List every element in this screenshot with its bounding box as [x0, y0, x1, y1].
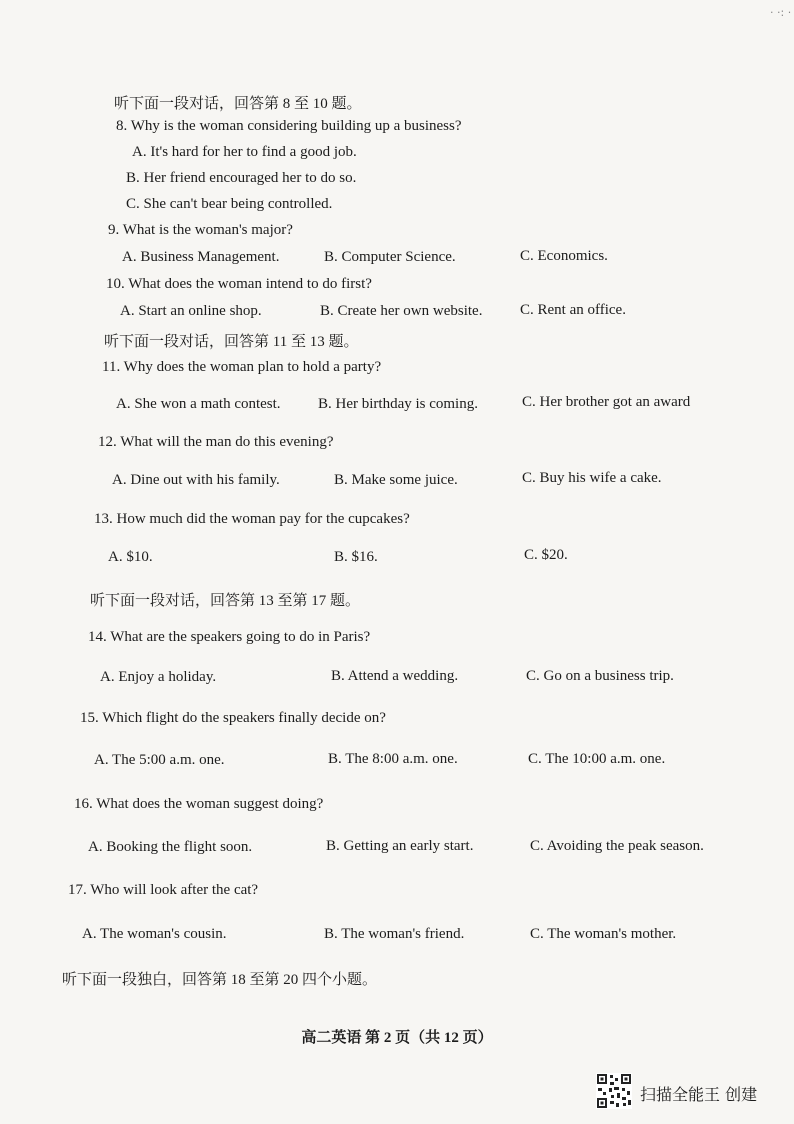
question-9: 9. What is the woman's major?: [108, 222, 293, 238]
question-10-option-c: C. Rent an office.: [520, 302, 626, 318]
question-11: 11. Why does the woman plan to hold a party?: [102, 359, 382, 375]
question-15-option-c: C. The 10:00 a.m. one.: [528, 751, 666, 767]
section-instruction-8-10: 听下面一段对话，回答第 8 至 10 题。: [114, 96, 362, 112]
question-15-option-b: B. The 8:00 a.m. one.: [328, 751, 458, 767]
question-14-option-b: B. Attend a wedding.: [331, 668, 459, 684]
question-15-option-a: A. The 5:00 a.m. one.: [94, 752, 225, 768]
question-15: 15. Which flight do the speakers finally decide on?: [80, 710, 386, 726]
question-14: 14. What are the speakers going to do in Paris?: [88, 629, 371, 645]
question-8-option-a: A. It's hard for her to find a good job.: [132, 144, 357, 160]
question-16-option-b: B. Getting an early start.: [326, 838, 474, 854]
section-instruction-18-20: 听下面一段独白，回答第 18 至第 20 四个小题。: [62, 972, 378, 988]
question-11-option-a: A. She won a math contest.: [116, 396, 281, 412]
question-17: 17. Who will look after the cat?: [68, 882, 259, 898]
question-9-option-b: B. Computer Science.: [324, 249, 456, 265]
question-17-option-c: C. The woman's mother.: [530, 926, 677, 942]
corner-mark: · ·: ·: [770, 6, 792, 19]
question-16-option-a: A. Booking the flight soon.: [88, 839, 253, 855]
question-10-option-b: B. Create her own website.: [320, 303, 483, 319]
question-14-option-c: C. Go on a business trip.: [526, 668, 674, 684]
scanner-watermark-label: 扫描全能王 创建: [640, 1085, 758, 1104]
question-9-option-a: A. Business Management.: [122, 249, 280, 265]
question-16: 16. What does the woman suggest doing?: [74, 796, 324, 812]
question-8-option-c: C. She can't bear being controlled.: [126, 196, 333, 212]
question-10-option-a: A. Start an online shop.: [120, 303, 262, 319]
page-footer: 高二英语 第 2 页（共 12 页）: [301, 1030, 493, 1046]
question-13-option-a: A. $10.: [108, 549, 153, 565]
section-instruction-11-13: 听下面一段对话，回答第 11 至 13 题。: [104, 334, 359, 350]
question-11-option-b: B. Her birthday is coming.: [318, 396, 478, 412]
question-13-option-c: C. $20.: [524, 547, 568, 563]
question-11-option-c: C. Her brother got an award: [522, 394, 691, 410]
question-12-option-a: A. Dine out with his family.: [112, 472, 280, 488]
question-14-option-a: A. Enjoy a holiday.: [100, 669, 217, 685]
question-13: 13. How much did the woman pay for the cupcakes?: [94, 511, 410, 527]
question-8-option-b: B. Her friend encouraged her to do so.: [126, 170, 357, 186]
section-instruction-14-17: 听下面一段对话，回答第 13 至第 17 题。: [90, 593, 361, 609]
question-12-option-b: B. Make some juice.: [334, 472, 458, 488]
question-9-option-c: C. Economics.: [520, 248, 608, 264]
question-13-option-b: B. $16.: [334, 549, 378, 565]
question-12: 12. What will the man do this evening?: [98, 434, 334, 450]
qr-code-icon: [596, 1073, 632, 1109]
question-10: 10. What does the woman intend to do first?: [106, 276, 372, 292]
question-16-option-c: C. Avoiding the peak season.: [530, 838, 704, 854]
question-8: 8. Why is the woman considering building up a business?: [116, 118, 462, 134]
question-12-option-c: C. Buy his wife a cake.: [522, 470, 662, 486]
question-17-option-b: B. The woman's friend.: [324, 926, 465, 942]
question-17-option-a: A. The woman's cousin.: [82, 926, 227, 942]
